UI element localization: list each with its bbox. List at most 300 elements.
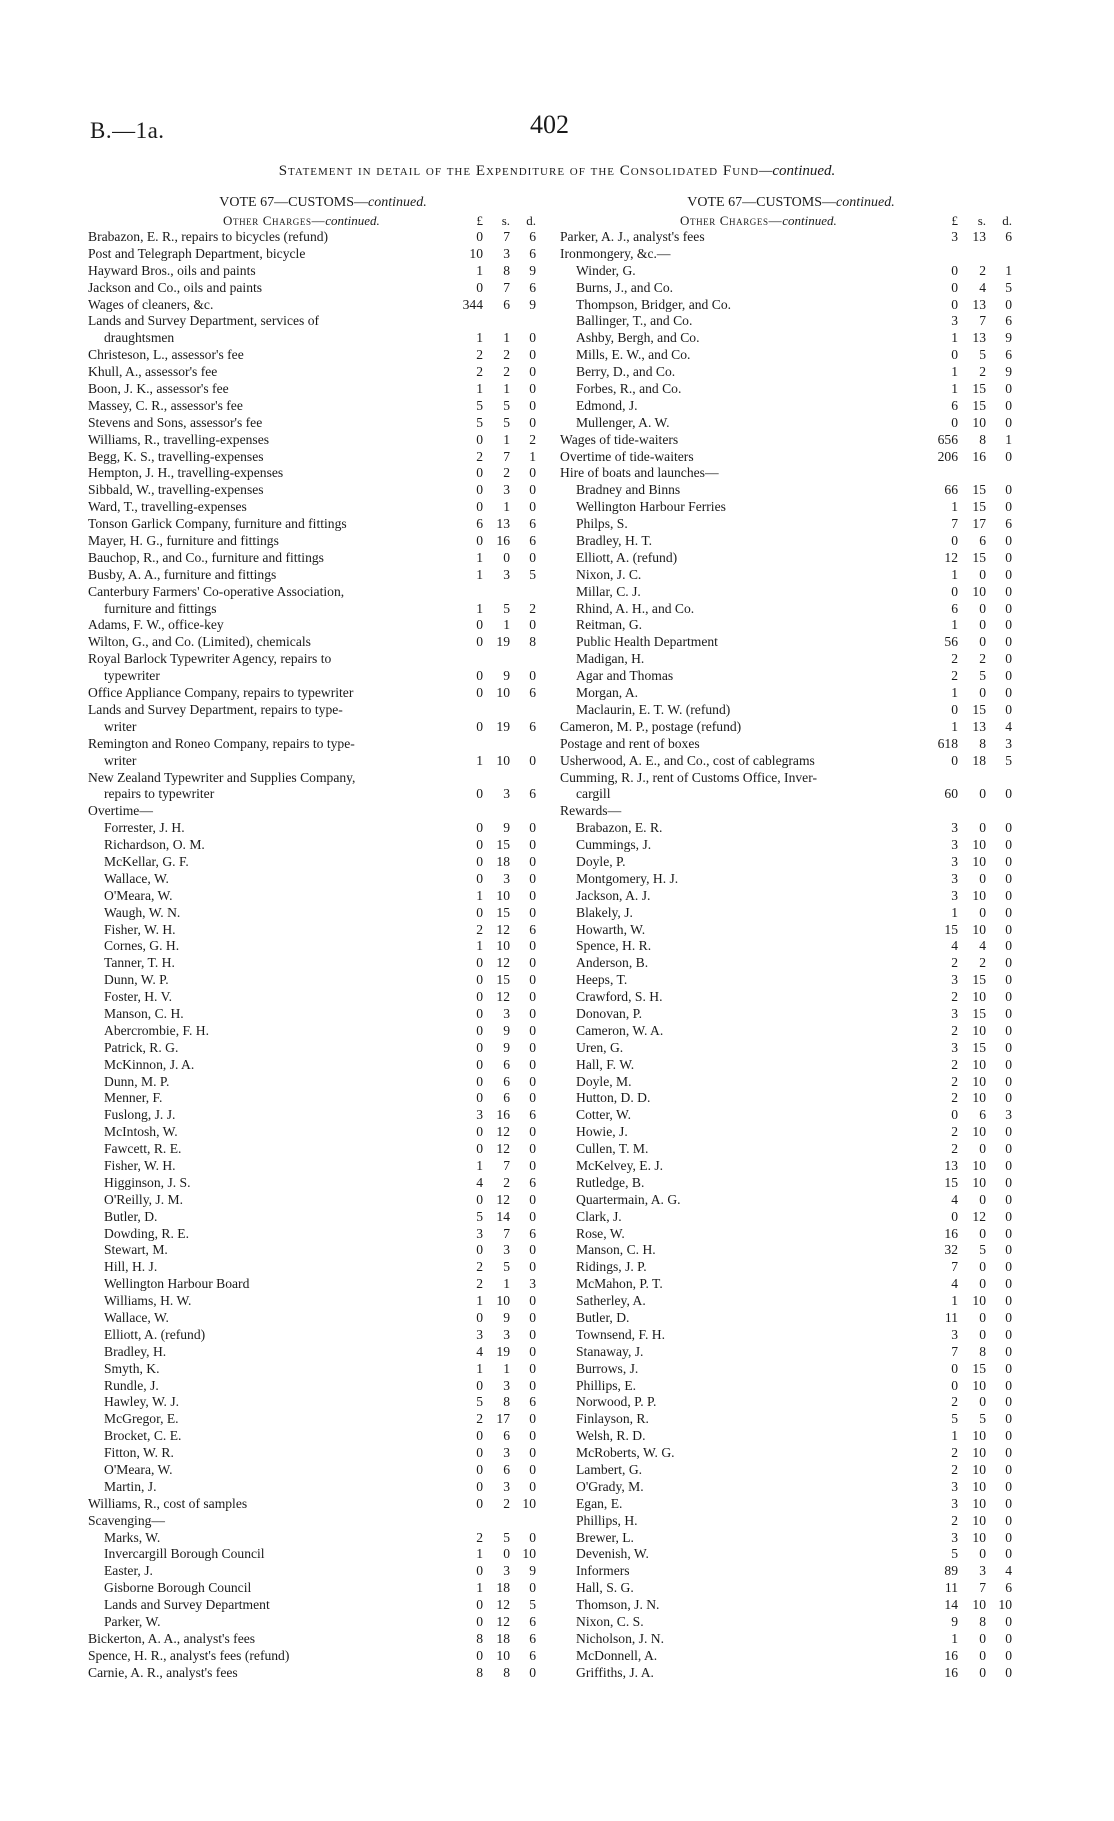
amount-shillings: 3 [503,786,510,802]
amount-pence: 0 [1005,1343,1012,1359]
entry-description: Bradley, H. [104,1343,167,1359]
entry-description: Cotter, W. [576,1107,631,1123]
amount-pounds: 0 [476,1310,483,1325]
table-row [560,1378,1022,1395]
amount-shillings: 4 [979,279,986,295]
left-vote-text: VOTE 67—CUSTOMS— [219,195,368,210]
table-row [560,449,1022,466]
entry-description: Rutledge, B. [576,1174,645,1190]
table-row [88,786,558,803]
amount-pounds: 3 [951,1495,958,1511]
table-row [88,499,558,516]
entry-description: Overtime of tide-waiters [560,448,694,464]
left-vote-heading [88,193,558,212]
left-vote-suffix: continued. [367,195,427,210]
entry-description: Tanner, T. H. [104,955,175,971]
entry-description: Lands and Survey Department [104,1597,270,1613]
amount-pounds: 2 [951,989,958,1005]
entry-description: Massey, C. R., assessor's fee [88,397,243,413]
amount-shillings: 1 [503,330,510,346]
table-row [88,432,558,449]
amount-pence: 3 [1005,1107,1012,1123]
table-row [560,770,1022,787]
table-row [560,719,1022,736]
amount-shillings: 15 [972,701,986,717]
left-column [88,193,558,1682]
entry-description: Winder, G. [576,262,636,278]
table-row [560,432,1022,449]
amount-pence: 2 [529,431,536,447]
amount-shillings: 13 [496,516,510,532]
amount-shillings: 10 [496,685,510,701]
table-row [88,1310,558,1327]
amount-pounds: 0 [951,701,958,717]
entry-description: Rundle, J. [104,1377,159,1393]
amount-shillings: 1 [503,431,510,447]
table-row [88,871,558,888]
amount-shillings: 0 [979,1259,986,1275]
amount-pence: 0 [1005,887,1012,903]
amount-shillings: 12 [496,1597,510,1613]
amount-pounds: 206 [937,448,958,464]
entry-description: Richardson, O. M. [104,837,205,853]
amount-pence: 0 [529,397,536,413]
amount-shillings: 0 [979,1394,986,1410]
table-row [560,297,1022,314]
amount-pounds: 1 [476,600,483,616]
amount-shillings: 17 [496,1411,510,1427]
entry-description: Fawcett, R. E. [104,1141,182,1157]
page-title [0,163,1114,180]
amount-shillings: 6 [979,533,986,549]
entry-description: writer [104,718,137,734]
entry-description: Thomson, J. N. [576,1597,660,1613]
amount-shillings: 12 [972,1208,986,1224]
entry-description: Public Health Department [576,634,718,650]
entry-description: Dunn, W. P. [104,972,169,988]
entry-description: Ridings, J. P. [576,1259,647,1275]
entry-description: Forbes, R., and Co. [576,381,682,397]
amount-pounds: 8 [476,1664,483,1680]
entry-description: Morgan, A. [576,685,639,701]
table-row [88,803,558,820]
amount-shillings: 16 [972,448,986,464]
table-row [88,1242,558,1259]
entry-description: Blakely, J. [576,904,633,920]
amount-shillings: 0 [979,1546,986,1562]
amount-pounds: 1 [951,330,958,346]
entry-description: Easter, J. [104,1563,153,1579]
entry-description: McKelvey, E. J. [576,1157,664,1173]
entry-description: Cameron, M. P., postage (refund) [560,718,742,734]
amount-shillings: 1 [503,499,510,515]
table-row [560,246,1022,263]
amount-pounds: 0 [951,347,958,363]
table-row [88,449,558,466]
amount-pounds: 344 [462,296,483,312]
entry-description: Office Appliance Company, repairs to typewriter [88,685,354,701]
entry-description: Carnie, A. R., analyst's fees [88,1664,238,1680]
amount-shillings: 9 [503,820,510,836]
amount-pence: 0 [1005,381,1012,397]
amount-pence: 0 [1005,499,1012,515]
entry-description: Quartermain, A. G. [576,1191,681,1207]
amount-pounds: 6 [951,600,958,616]
amount-pence: 0 [529,938,536,954]
amount-shillings: 2 [503,1495,510,1511]
entry-description: Ballinger, T., and Co. [576,313,693,329]
amount-pounds: 3 [476,1225,483,1241]
amount-pounds: 3 [951,837,958,853]
entry-description: McKinnon, J. A. [104,1056,195,1072]
amount-pence: 0 [1005,870,1012,886]
table-row [88,1563,558,1580]
table-row [560,1023,1022,1040]
table-row [560,398,1022,415]
entry-description: Anderson, B. [576,955,649,971]
amount-shillings: 12 [496,921,510,937]
entry-description: Wellington Harbour Board [104,1276,250,1292]
amount-pounds: 2 [951,1022,958,1038]
amount-pounds: 0 [476,482,483,498]
entry-description: Wallace, W. [104,870,169,886]
table-row [88,1141,558,1158]
amount-pence: 6 [529,1174,536,1190]
amount-pence: 0 [529,1478,536,1494]
amount-pence: 0 [529,1124,536,1140]
left-pence-header: d. [526,213,536,228]
amount-pounds: 1 [476,549,483,565]
entry-description: Cumming, R. J., rent of Customs Office, Inver- [560,769,817,785]
table-row [88,297,558,314]
amount-shillings: 10 [972,1073,986,1089]
amount-shillings: 2 [503,364,510,380]
amount-pence: 1 [1005,431,1012,447]
amount-pounds: 3 [476,1326,483,1342]
table-row [560,1141,1022,1158]
table-row [88,1530,558,1547]
table-row [88,1580,558,1597]
entry-description: Foster, H. V. [104,989,173,1005]
amount-pounds: 32 [944,1242,958,1258]
amount-pence: 0 [529,820,536,836]
amount-pounds: 3 [476,1107,483,1123]
amount-shillings: 10 [972,1529,986,1545]
table-row [560,1631,1022,1648]
right-pounds-header: £ [951,213,958,228]
entry-description: Crawford, S. H. [576,989,663,1005]
amount-pence: 0 [529,1580,536,1596]
amount-pounds: 0 [476,1090,483,1106]
amount-pounds: 0 [476,1073,483,1089]
amount-shillings: 10 [496,1293,510,1309]
table-row [88,465,558,482]
amount-pence: 9 [529,262,536,278]
table-row [560,837,1022,854]
entry-description: Postage and rent of boxes [560,735,700,751]
table-row [88,263,558,280]
amount-shillings: 10 [496,1647,510,1663]
document-reference: B.—1a. [90,118,165,143]
entry-description: McRoberts, W. G. [576,1445,675,1461]
amount-shillings: 0 [503,549,510,565]
amount-pounds: 1 [476,1293,483,1309]
amount-pence: 0 [1005,955,1012,971]
amount-pounds: 2 [476,1276,483,1292]
amount-pence: 0 [529,1039,536,1055]
table-row [560,1310,1022,1327]
left-subheading-label: Other Charges— [223,213,326,228]
amount-shillings: 10 [972,1174,986,1190]
amount-pence: 0 [529,1022,536,1038]
table-row [88,364,558,381]
amount-pounds: 3 [951,1326,958,1342]
table-row [88,1546,558,1563]
table-row [560,584,1022,601]
entry-description: McMahon, P. T. [576,1276,663,1292]
amount-shillings: 6 [503,1073,510,1089]
amount-pence: 0 [1005,1326,1012,1342]
entry-description: Jackson and Co., oils and paints [88,279,263,295]
amount-shillings: 5 [979,1411,986,1427]
amount-pence: 0 [1005,1293,1012,1309]
table-row [88,1327,558,1344]
amount-pounds: 13 [944,1157,958,1173]
amount-pence: 10 [998,1597,1012,1613]
entry-description: Philps, S. [576,516,628,532]
amount-shillings: 19 [496,718,510,734]
table-row [88,1344,558,1361]
table-row [88,533,558,550]
amount-pence: 0 [1005,1360,1012,1376]
table-row [560,753,1022,770]
amount-shillings: 9 [503,1039,510,1055]
table-row [560,1411,1022,1428]
amount-pence: 5 [529,566,536,582]
right-subheading [560,212,1022,229]
table-row [88,837,558,854]
entry-description: McGregor, E. [104,1411,179,1427]
amount-shillings: 0 [979,634,986,650]
entry-description: Doyle, M. [576,1073,632,1089]
amount-shillings: 7 [503,448,510,464]
table-row [88,516,558,533]
amount-pounds: 0 [476,1614,483,1630]
table-row [560,1546,1022,1563]
table-row [560,1496,1022,1513]
entry-description: Ashby, Bergh, and Co. [576,330,700,346]
entry-description: Devenish, W. [576,1546,649,1562]
table-row [88,313,558,330]
amount-shillings: 6 [503,1090,510,1106]
amount-pence: 0 [529,972,536,988]
right-subheading-suffix: continued. [782,213,837,228]
amount-shillings: 9 [503,1022,510,1038]
amount-shillings: 3 [503,1563,510,1579]
table-row [560,1479,1022,1496]
entry-description: O'Meara, W. [104,887,173,903]
entry-description: draughtsmen [104,330,175,346]
entry-description: Howie, J. [576,1124,628,1140]
entry-description: Bradley, H. T. [576,533,653,549]
amount-shillings: 12 [496,955,510,971]
amount-shillings: 13 [972,296,986,312]
amount-pounds: 3 [951,1039,958,1055]
amount-shillings: 15 [972,499,986,515]
table-row [560,1124,1022,1141]
entry-description: Stevens and Sons, assessor's fee [88,414,263,430]
amount-pounds: 5 [951,1411,958,1427]
amount-pounds: 0 [476,668,483,684]
amount-pounds: 10 [469,245,483,261]
amount-pence: 0 [1005,1005,1012,1021]
entry-description: Lands and Survey Department, services of [88,313,320,329]
amount-pence: 0 [529,364,536,380]
amount-pence: 5 [1005,752,1012,768]
amount-pounds: 0 [951,533,958,549]
amount-pounds: 1 [951,381,958,397]
entry-description: Williams, R., travelling-expenses [88,431,270,447]
amount-pence: 0 [529,853,536,869]
amount-pounds: 5 [476,1394,483,1410]
amount-pence: 10 [522,1495,536,1511]
left-pounds-header: £ [476,213,483,228]
amount-shillings: 10 [972,837,986,853]
amount-shillings: 3 [503,245,510,261]
table-row [88,1259,558,1276]
amount-pence: 6 [1005,347,1012,363]
entry-description: Hutton, D. D. [576,1090,651,1106]
amount-shillings: 10 [972,989,986,1005]
amount-pence: 2 [529,600,536,616]
amount-pounds: 0 [476,1563,483,1579]
amount-pounds: 1 [951,1630,958,1646]
table-row [560,516,1022,533]
amount-pence: 0 [529,1056,536,1072]
amount-pounds: 12 [944,549,958,565]
entry-description: Brabazon, E. R. [576,820,663,836]
amount-pounds: 4 [951,1276,958,1292]
amount-pence: 0 [1005,600,1012,616]
table-row [560,347,1022,364]
amount-pounds: 0 [476,1005,483,1021]
amount-pounds: 1 [476,262,483,278]
amount-pounds: 16 [944,1647,958,1663]
table-row [560,1513,1022,1530]
entry-description: Royal Barlock Typewriter Agency, repairs to [88,651,332,667]
amount-pounds: 1 [476,1157,483,1173]
table-row [560,1648,1022,1665]
entry-description: Ironmongery, &c.— [560,245,671,261]
amount-pounds: 0 [951,1377,958,1393]
amount-pence: 0 [1005,1394,1012,1410]
amount-shillings: 14 [496,1208,510,1224]
entry-description: McIntosh, W. [104,1124,178,1140]
entry-description: Donovan, P. [576,1005,643,1021]
table-row [560,1226,1022,1243]
amount-shillings: 6 [503,296,510,312]
amount-shillings: 10 [972,887,986,903]
amount-pounds: 66 [944,482,958,498]
amount-pence: 0 [1005,1056,1012,1072]
amount-pence: 0 [529,1259,536,1275]
amount-pounds: 0 [951,296,958,312]
amount-shillings: 2 [503,1174,510,1190]
amount-pounds: 3 [951,313,958,329]
entry-description: Parker, A. J., analyst's fees [560,229,705,244]
amount-shillings: 19 [496,634,510,650]
entry-description: Wallace, W. [104,1310,169,1325]
amount-shillings: 5 [979,347,986,363]
amount-pence: 0 [1005,1157,1012,1173]
table-row [88,617,558,634]
amount-pounds: 11 [944,1310,958,1325]
entry-description: Martin, J. [104,1478,157,1494]
amount-pence: 0 [529,1191,536,1207]
amount-pence: 0 [1005,701,1012,717]
amount-pence: 0 [529,1343,536,1359]
entry-description: Manson, C. H. [104,1005,184,1021]
table-row [88,415,558,432]
amount-shillings: 10 [972,1597,986,1613]
amount-shillings: 10 [972,1157,986,1173]
entry-description: Hill, H. J. [104,1259,158,1275]
amount-pence: 0 [1005,296,1012,312]
amount-pence: 0 [529,381,536,397]
amount-pence: 9 [1005,330,1012,346]
amount-shillings: 0 [979,904,986,920]
amount-shillings: 10 [972,1428,986,1444]
amount-pence: 6 [529,685,536,701]
amount-shillings: 15 [972,1005,986,1021]
amount-pence: 0 [1005,921,1012,937]
amount-pounds: 6 [951,397,958,413]
entry-description: Berry, D., and Co. [576,364,676,380]
amount-pounds: 0 [476,989,483,1005]
right-vote-heading [560,193,1022,212]
amount-pounds: 3 [951,972,958,988]
amount-shillings: 0 [979,1141,986,1157]
amount-pence: 0 [1005,651,1012,667]
amount-pence: 0 [1005,1462,1012,1478]
amount-pounds: 0 [476,499,483,515]
table-row [560,1276,1022,1293]
amount-pence: 0 [529,1462,536,1478]
amount-pounds: 0 [476,820,483,836]
amount-pounds: 2 [951,1141,958,1157]
amount-pence: 0 [529,1529,536,1545]
amount-shillings: 5 [503,414,510,430]
amount-shillings: 5 [503,1259,510,1275]
amount-pence: 0 [529,1242,536,1258]
entry-description: Nicholson, J. N. [576,1630,664,1646]
amount-shillings: 10 [496,938,510,954]
amount-pence: 0 [529,1377,536,1393]
table-row [560,415,1022,432]
entry-description: Manson, C. H. [576,1242,656,1258]
amount-pounds: 0 [476,431,483,447]
table-row [560,972,1022,989]
table-row [560,1057,1022,1074]
amount-pence: 0 [1005,1495,1012,1511]
table-row [560,482,1022,499]
right-column [560,193,1022,1682]
table-row [88,634,558,651]
entry-description: New Zealand Typewriter and Supplies Company, [88,769,356,785]
amount-shillings: 7 [503,229,510,244]
table-row [88,1496,558,1513]
amount-shillings: 18 [496,1630,510,1646]
